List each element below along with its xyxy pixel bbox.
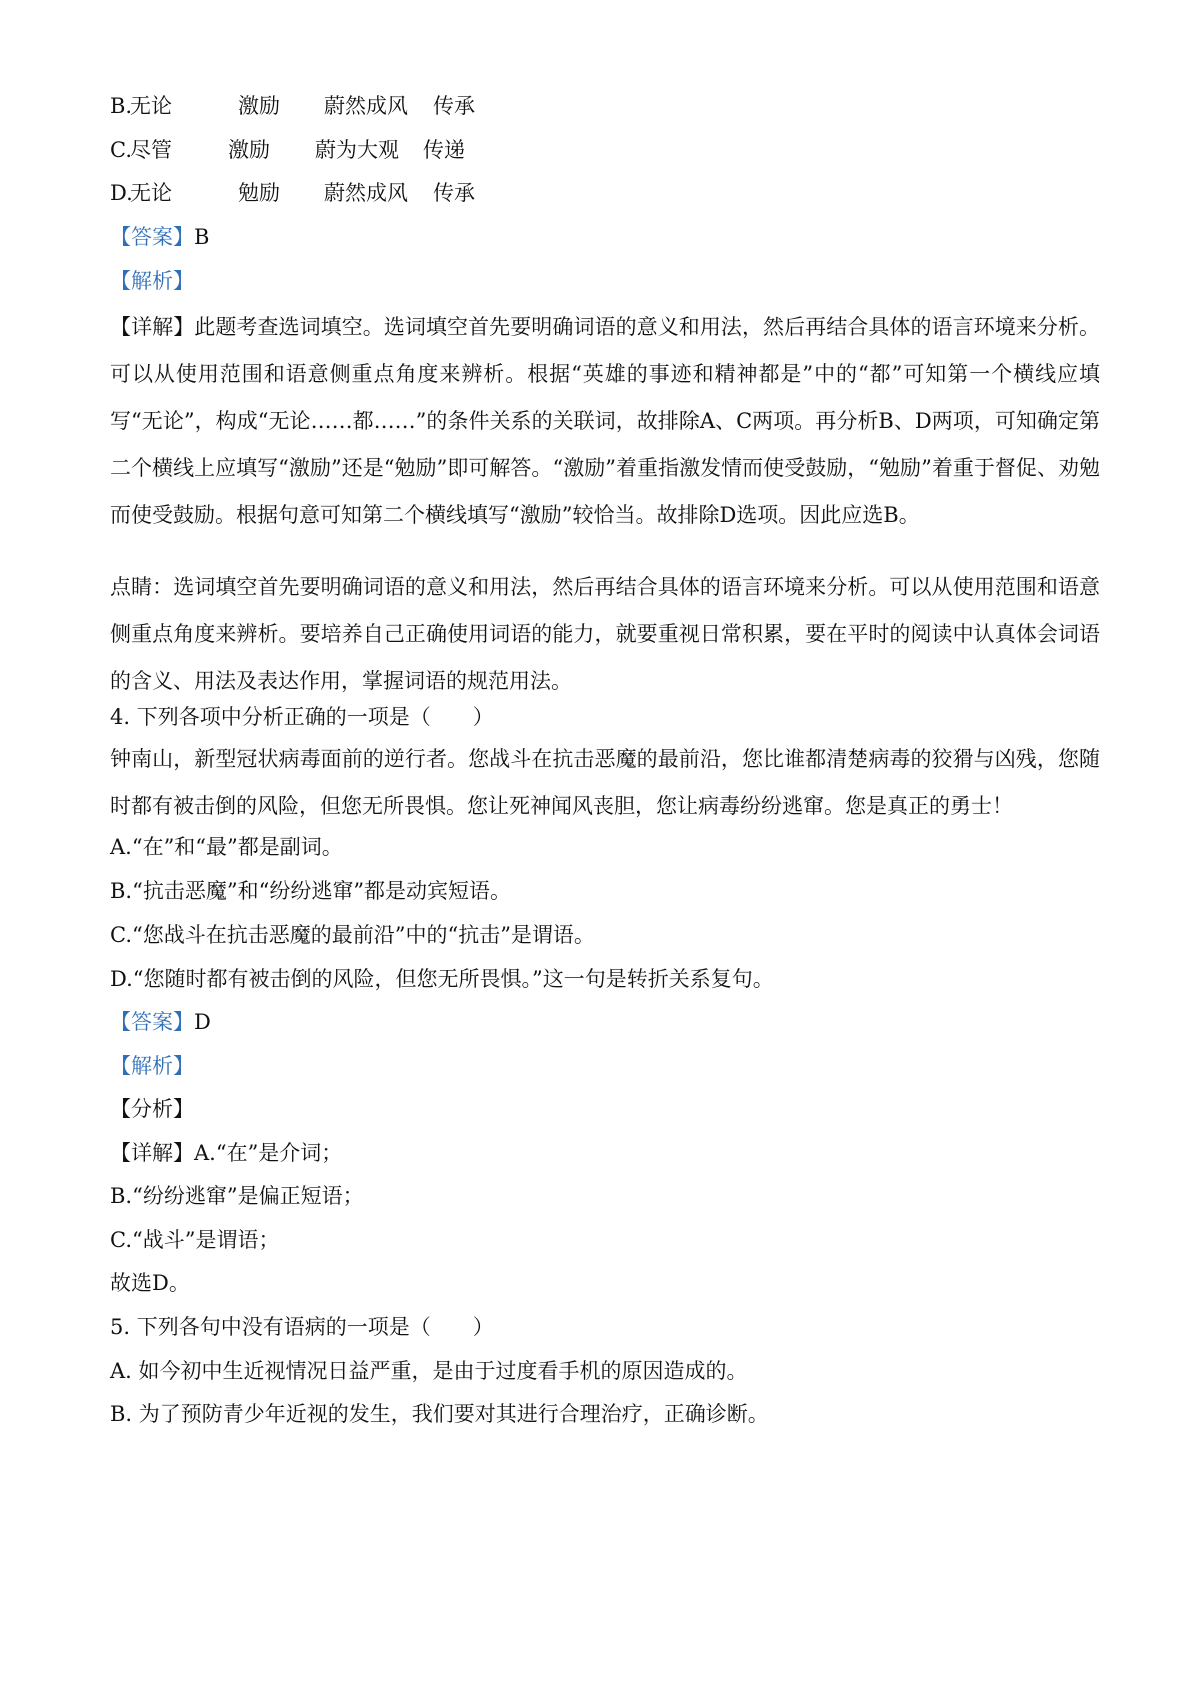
option-word-3: 蔚然成风 xyxy=(324,181,408,205)
q4-analyze-heading: 【分析】 xyxy=(110,1097,194,1121)
q4-option-c: C.“您战斗在抗击恶魔的最前沿”中的“抗击”是谓语。 xyxy=(110,923,595,947)
option-word-1: 无论 xyxy=(130,181,172,205)
q5-option-a: A. 如今初中生近视情况日益严重，是由于过度看手机的原因造成的。 xyxy=(110,1359,748,1383)
answer-tag: 【答案】 xyxy=(110,1010,194,1034)
option-word-4: 传递 xyxy=(423,138,465,162)
q4-analysis-heading xyxy=(110,1051,194,1081)
detail-tag: 【详解】 xyxy=(110,1141,194,1165)
option-word-3: 蔚为大观 xyxy=(315,138,399,162)
q4-conclusion: 故选D。 xyxy=(110,1271,190,1295)
q4-option-b: B.“抗击恶魔”和“纷纷逃窜”都是动宾短语。 xyxy=(110,879,512,903)
detail-tag: 【详解】 xyxy=(110,315,195,339)
option-word-4: 传承 xyxy=(433,181,475,205)
tip-text: 点睛：选词填空首先要明确词语的意义和用法，然后再结合具体的语言环境来分析。可以从使用范围和语意侧重点角度来辨析。要培养自己正确使用词语的能力，就要重视日常积累，要在平时的阅读中认真体会词语的含义、用法及表达作用，掌握词语的规范用法。 xyxy=(110,575,1100,693)
q3-detail-paragraph xyxy=(110,304,1100,539)
q4-detail-b: B.“纷纷逃窜”是偏正短语； xyxy=(110,1184,364,1208)
q4-option-a: A.“在”和“最”都是副词。 xyxy=(110,835,343,859)
option-word-3: 蔚然成风 xyxy=(324,94,408,118)
analysis-tag: 【解析】 xyxy=(110,1054,194,1078)
option-word-2: 勉励 xyxy=(238,181,280,205)
answer-tag: 【答案】 xyxy=(110,225,194,249)
answer-value: D xyxy=(194,1010,211,1034)
option-letter: B. xyxy=(110,94,133,118)
option-word-4: 传承 xyxy=(433,94,475,118)
option-word-2: 激励 xyxy=(238,94,280,118)
answer-value: B xyxy=(194,225,210,249)
q5-stem: 5. 下列各句中没有语病的一项是（ ） xyxy=(110,1315,494,1339)
option-word-1: 尽管 xyxy=(130,138,172,162)
option-letter: D. xyxy=(110,181,133,205)
analysis-tag: 【解析】 xyxy=(110,269,194,293)
q3-tip-paragraph xyxy=(110,564,1100,705)
option-word-2: 激励 xyxy=(228,138,270,162)
q4-detail-c: C.“战斗”是谓语； xyxy=(110,1228,280,1252)
q4-passage: 钟南山，新型冠状病毒面前的逆行者。您战斗在抗击恶魔的最前沿，您比谁都清楚病毒的狡猾与凶残，您随时都有被击倒的风险，但您无所畏惧。您让死神闻风丧胆，您让病毒纷纷逃窜。您是真正的勇士！ xyxy=(110,747,1100,818)
q4-stem: 4. 下列各项中分析正确的一项是（ ） xyxy=(110,705,494,729)
q4-detail-a xyxy=(110,1138,342,1168)
detail-text: 此题考查选词填空。选词填空首先要明确词语的意义和用法，然后再结合具体的语言环境来分析。可以从使用范围和语意侧重点角度来辨析。根据“英雄的事迹和精神都是”中的“都”可知第一个横线应填写“无论”，构成“无论……都……”的条件关系的关联词，故排除A、C两项。再分析B、D两项，可知确定第二个横线上应填写“激励”还是“勉励”即可解答。“激励”着重指激发情而使受鼓励，“勉励”着重于督促、劝勉而使受鼓励。根据句意可知第二个横线填写“激励”较恰当。故排除D选项。因此应选B。 xyxy=(110,315,1101,527)
detail-a-text: A.“在”是介词； xyxy=(194,1141,343,1165)
option-letter: C. xyxy=(110,138,132,162)
q3-analysis-heading xyxy=(110,266,194,296)
q4-answer xyxy=(110,1007,211,1037)
q5-option-b: B. 为了预防青少年近视的发生，我们要对其进行合理治疗，正确诊断。 xyxy=(110,1402,769,1426)
q3-answer xyxy=(110,222,209,252)
q4-option-d: D.“您随时都有被击倒的风险，但您无所畏惧。”这一句是转折关系复句。 xyxy=(110,967,774,991)
option-word-1: 无论 xyxy=(130,94,172,118)
